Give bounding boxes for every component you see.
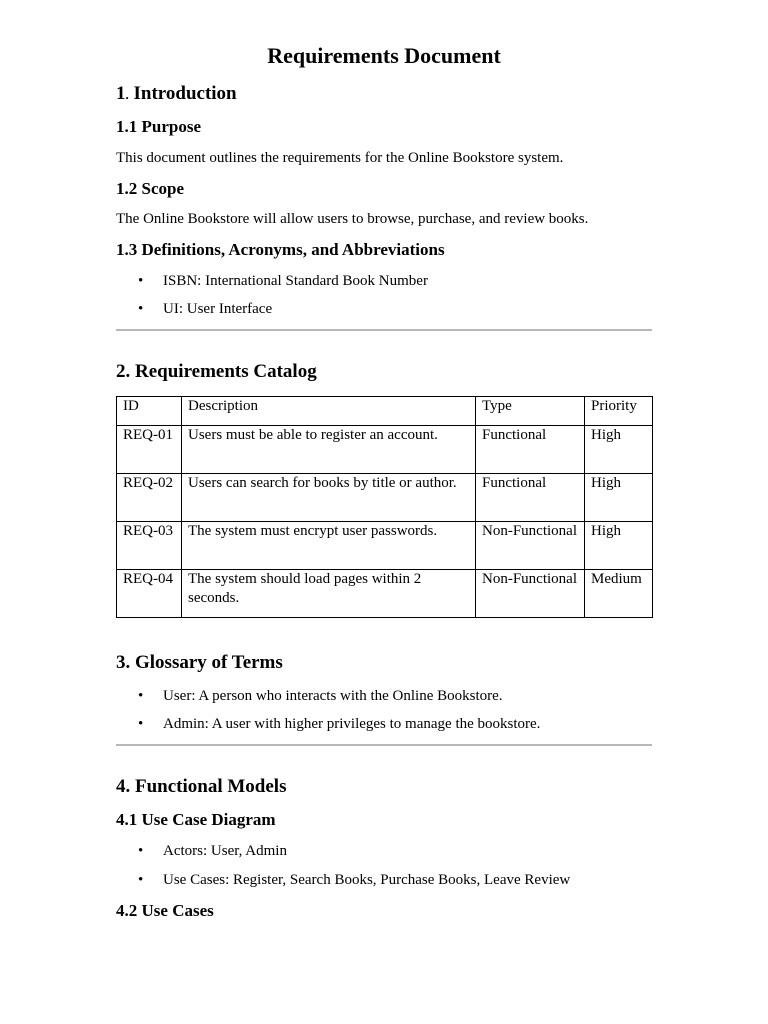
cell-description: Users can search for books by title or author. [182,474,476,522]
cell-priority: High [585,426,653,474]
cell-description: Users must be able to register an account. [182,426,476,474]
list-item-text: Use Cases: Register, Search Books, Purchase Books, Leave Review [163,872,571,888]
table-row [117,522,653,570]
cell-priority: High [585,522,653,570]
purpose-text: This document outlines the requirements for the Online Bookstore system. [116,150,564,166]
scope-heading: 1.2 Scope [116,179,184,198]
list-item-text: Actors: User, Admin [163,843,287,859]
column-header-type: Type [476,397,585,426]
bullet-icon: • [138,273,144,289]
list-item-text: Admin: A user with higher privileges to manage the bookstore. [163,716,541,732]
glossary-heading: 3. Glossary of Terms [116,652,283,673]
cell-type: Functional [476,474,585,522]
requirements-catalog-heading: 2. Requirements Catalog [116,361,317,382]
section-divider [116,329,652,331]
table-row [117,570,653,618]
use-case-diagram-heading: 4.1 Use Case Diagram [116,810,276,829]
cell-type: Non-Functional [476,522,585,570]
bullet-icon: • [138,843,144,859]
bullet-icon: • [138,716,144,732]
column-header-description: Description [182,397,476,426]
column-header-priority: Priority [585,397,653,426]
table-header-row [117,397,653,426]
list-item-text: User: A person who interacts with the Online Bookstore. [163,688,503,704]
bullet-icon: • [138,872,144,888]
cell-id: REQ-01 [117,426,182,474]
column-header-id: ID [117,397,182,426]
scope-text: The Online Bookstore will allow users to browse, purchase, and review books. [116,211,589,227]
section-number: 1 [116,83,126,104]
cell-id: REQ-04 [117,570,182,618]
cell-priority: High [585,474,653,522]
functional-models-heading: 4. Functional Models [116,776,287,797]
bullet-icon: • [138,301,144,317]
list-item-text: ISBN: International Standard Book Number [163,273,428,289]
cell-id: REQ-03 [117,522,182,570]
table-row [117,426,653,474]
requirements-table [116,396,653,618]
document-title: Requirements Document [267,43,501,68]
cell-id: REQ-02 [117,474,182,522]
cell-type: Functional [476,426,585,474]
section-number-dot: . [125,87,129,102]
cell-description: The system must encrypt user passwords. [182,522,476,570]
cell-priority: Medium [585,570,653,618]
bullet-icon: • [138,688,144,704]
section-introduction-heading [116,82,237,107]
list-item-text: UI: User Interface [163,301,273,317]
use-cases-heading: 4.2 Use Cases [116,901,214,920]
section-divider [116,744,652,746]
table-row [117,474,653,522]
section-title: Introduction [133,83,237,104]
cell-description: The system should load pages within 2 seconds. [182,570,476,618]
purpose-heading: 1.1 Purpose [116,117,201,136]
cell-type: Non-Functional [476,570,585,618]
definitions-heading: 1.3 Definitions, Acronyms, and Abbreviations [116,240,445,259]
